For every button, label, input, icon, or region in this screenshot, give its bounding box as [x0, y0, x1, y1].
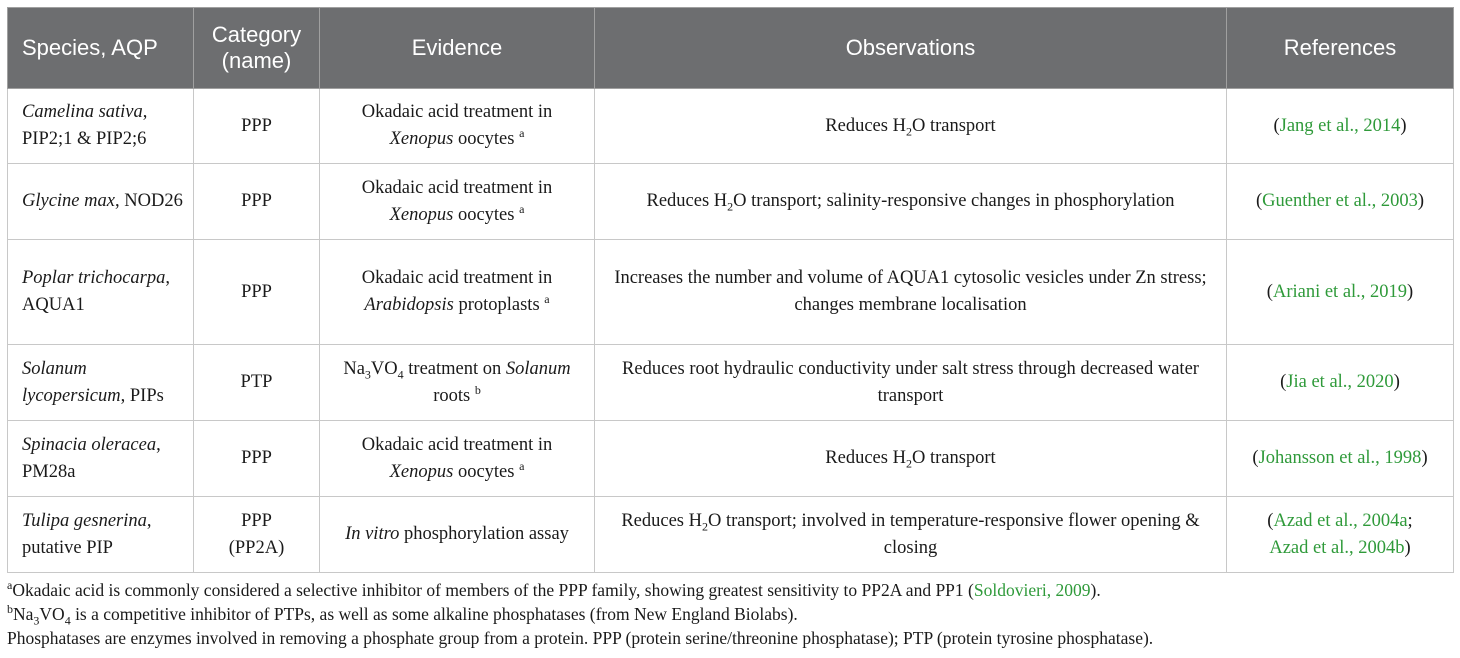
table-row	[8, 240, 1454, 345]
table-row	[8, 89, 1454, 164]
header-references: References	[1227, 8, 1454, 89]
header-observations: Observations	[595, 8, 1227, 89]
evidence-cell: Okadaic acid treatment in Xenopus oocytes $^a$	[320, 164, 595, 240]
header-row	[8, 8, 1454, 89]
observation-cell: Reduces $H_2O$ transport	[595, 421, 1227, 497]
table-row	[8, 345, 1454, 421]
header-species: Species, AQP	[8, 8, 194, 89]
aqp-phosphatase-table	[7, 7, 1454, 573]
reference-link[interactable]: Jang et al., 2014	[1279, 115, 1401, 136]
evidence-cell: $Na_3VO_4$ treatment on Solanum roots $^b$	[320, 345, 595, 421]
category-cell: PPP (PP2A)	[194, 497, 320, 573]
observation-cell: Increases the number and volume of AQUA1 cytosolic vesicles under Zn stress; changes membrane localisation	[595, 240, 1227, 345]
category-cell: PPP	[194, 89, 320, 164]
species-cell: Camelina sativa, PIP2;1 & PIP2;6	[8, 89, 194, 164]
category-cell: PPP	[194, 240, 320, 345]
observation-cell: Reduces $H_2O$ transport; salinity-responsive changes in phosphorylation	[595, 164, 1227, 240]
evidence-cell: Okadaic acid treatment in Xenopus oocytes $^a$	[320, 89, 595, 164]
table-footnotes	[7, 578, 1453, 650]
species-cell: Glycine max, NOD26	[8, 164, 194, 240]
reference-link[interactable]: Azad et al., 2004a	[1273, 510, 1408, 531]
observation-cell: Reduces $H_2O$ transport	[595, 89, 1227, 164]
species-cell: Spinacia oleracea, PM28a	[8, 421, 194, 497]
reference-link[interactable]: Ariani et al., 2019	[1272, 281, 1408, 302]
reference-cell: (Jia et al., 2020)	[1227, 345, 1454, 421]
footnote-general: Phosphatases are enzymes involved in removing a phosphate group from a protein. PPP (protein serine/threonine phosphatase); PTP (protein tyrosine phosphatase).	[7, 628, 1154, 648]
reference-cell: (Ariani et al., 2019)	[1227, 240, 1454, 345]
category-cell: PPP	[194, 421, 320, 497]
reference-link[interactable]: Johansson et al., 1998	[1258, 448, 1422, 468]
evidence-cell: Okadaic acid treatment in Arabidopsis protoplasts $^a$	[320, 240, 595, 345]
observation-cell: Reduces root hydraulic conductivity under salt stress through decreased water transport	[595, 345, 1227, 421]
reference-cell: (Jang et al., 2014)	[1227, 89, 1454, 164]
reference-cell: (Guenther et al., 2003)	[1227, 164, 1454, 240]
category-cell: PTP	[194, 345, 320, 421]
table-row	[8, 421, 1454, 497]
header-evidence: Evidence	[320, 8, 595, 89]
footnote-reference-link[interactable]: Soldovieri, 2009	[973, 580, 1091, 600]
reference-link[interactable]: Guenther et al., 2003	[1262, 191, 1418, 211]
header-category: Category (name)	[194, 8, 320, 89]
reference-link[interactable]: Azad et al., 2004b	[1269, 537, 1405, 558]
evidence-cell: In vitro phosphorylation assay	[320, 497, 595, 573]
species-cell: Tulipa gesnerina, putative PIP	[8, 497, 194, 573]
evidence-cell: Okadaic acid treatment in Xenopus oocytes $^a$	[320, 421, 595, 497]
table-row	[8, 497, 1454, 573]
table-row	[8, 164, 1454, 240]
reference-cell: (Azad et al., 2004a; Azad et al., 2004b)	[1227, 497, 1454, 573]
species-cell: Poplar trichocarpa, AQUA1	[8, 240, 194, 345]
footnote-b: $^bNa_3VO_4$ is a competitive inhibitor of PTPs, as well as some alkaline phosphatases (from New England Biolabs).	[7, 602, 798, 628]
reference-link[interactable]: Jia et al., 2020	[1286, 372, 1394, 392]
reference-cell: (Johansson et al., 1998)	[1227, 421, 1454, 497]
footnote-a: $^a$Okadaic acid is commonly considered a selective inhibitor of members of the PPP family, showing greatest sensitivity to PP2A and PP1 (Soldovieri, 2009).	[7, 578, 1101, 600]
observation-cell: Reduces $H_2O$ transport; involved in temperature-responsive flower opening & closing	[595, 497, 1227, 573]
species-cell: Solanum lycopersicum, PIPs	[8, 345, 194, 421]
category-cell: PPP	[194, 164, 320, 240]
